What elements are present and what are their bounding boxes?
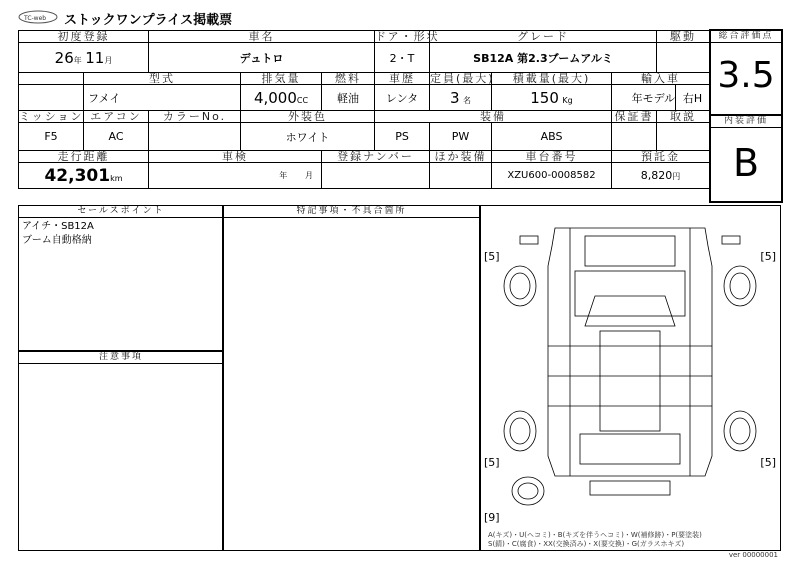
year-model-label: 年モデル [612, 85, 676, 111]
exterior-color-label: 外装色 [241, 111, 375, 123]
deposit-value: 8,820円 [612, 163, 710, 189]
special-notes-panel [222, 205, 481, 551]
other-equipment-label: ほか装備 [430, 151, 492, 163]
first-reg-value: 26年 11月 [19, 43, 149, 73]
steering-value: 右H [676, 85, 710, 111]
car-name-label: 車名 [149, 31, 375, 43]
damage-legend: A(キズ)・U(ヘコミ)・B(キズを伴うヘコミ)・W(補修跡)・P(要塗装) S(錆)・C(腐食)・XX(交換済み)・X(要交換)・G(ガラスホキズ) [488, 531, 702, 548]
notes-title: 注意事項 [19, 352, 223, 364]
drive-label: 駆動 [657, 31, 710, 43]
aircon-value: AC [84, 123, 149, 151]
interior-score-value: B [732, 141, 760, 185]
equip-pw: PW [430, 123, 492, 151]
grade-label: グレード [430, 31, 657, 43]
svg-text:TC-web: TC-web [24, 15, 47, 22]
truck-diagram-icon [480, 206, 780, 550]
equip-abs: ABS [492, 123, 612, 151]
color-no-label: カラーNo. [149, 111, 241, 123]
displacement-label: 排気量 [241, 73, 322, 85]
first-reg-label: 初度登録 [19, 31, 149, 43]
tire-rl-label: [5] [484, 456, 500, 469]
fuel-label: 燃料 [322, 73, 375, 85]
vehicle-diagram-panel [479, 205, 781, 551]
tire-fr-label: [5] [760, 250, 776, 263]
warranty-label: 保証書 [612, 111, 657, 123]
tire-fl-label: [5] [484, 250, 500, 263]
inspection-value: 年 月 [149, 163, 322, 189]
history-label: 車歴 [375, 73, 430, 85]
tc-web-logo-icon [18, 10, 58, 24]
sales-point-line: アイチ・SB12A [22, 221, 94, 232]
chassis-label: 車台番号 [492, 151, 612, 163]
mission-label: ミッション [19, 110, 84, 123]
sales-point-line: ブーム自動格納 [22, 235, 92, 246]
model-label: 型式 [84, 73, 241, 85]
version-label: ver 00000001 [728, 551, 778, 559]
overall-score-value: 3.5 [717, 55, 775, 96]
load-label: 積載量(最大) [492, 73, 612, 85]
page-header [0, 0, 800, 30]
capacity-value: 3 名 [430, 85, 492, 111]
page-title: ストックワンプライス掲載票 [64, 13, 233, 28]
notes-panel [18, 351, 224, 551]
chassis-value: XZU600-0008582 [492, 163, 612, 189]
import-label: 輸入車 [612, 73, 710, 85]
inspection-label: 車検 [149, 151, 322, 163]
interior-score-box [709, 114, 783, 203]
load-value: 150 Kg [492, 85, 612, 111]
tire-rr-label: [5] [760, 456, 776, 469]
mission-value: F5 [19, 123, 84, 151]
sales-point-panel [18, 205, 224, 351]
sales-point-title: セールスポイント [19, 206, 223, 218]
mileage-value: 42,301km [19, 163, 149, 189]
spare-tire-label: [9] [484, 511, 500, 524]
door-shape-label: ドア・形状 [375, 30, 440, 43]
aircon-label: エアコン [84, 111, 149, 123]
exterior-color-value: ホワイト [241, 123, 375, 151]
overall-score-box [709, 29, 783, 116]
color-no-value [149, 123, 241, 151]
displacement-value: 4,000CC [241, 85, 322, 111]
mileage-label: 走行距離 [19, 151, 149, 163]
plate-label: 登録ナンバー [322, 151, 430, 163]
manual-label: 取説 [657, 111, 710, 123]
equip-ps: PS [375, 123, 430, 151]
door-shape-value: 2・T [375, 43, 430, 73]
car-name-value: デュトロ [149, 43, 375, 73]
history-value: レンタ [375, 85, 430, 111]
grade-value: SB12A 第2.3ブームアルミ [430, 43, 657, 73]
drive-value [657, 43, 710, 73]
interior-score-label: 内装評価 [711, 116, 781, 128]
fuel-value: 軽油 [322, 85, 375, 111]
special-notes-title: 特記事項・不具合箇所 [223, 206, 480, 218]
equipment-label: 装備 [375, 111, 612, 123]
vehicle-info-table [18, 30, 710, 189]
model-value: フメイ [84, 85, 241, 111]
overall-score-label: 総合評価点 [711, 31, 781, 43]
deposit-label: 預託金 [612, 151, 710, 163]
capacity-label: 定員(最大) [430, 72, 495, 85]
